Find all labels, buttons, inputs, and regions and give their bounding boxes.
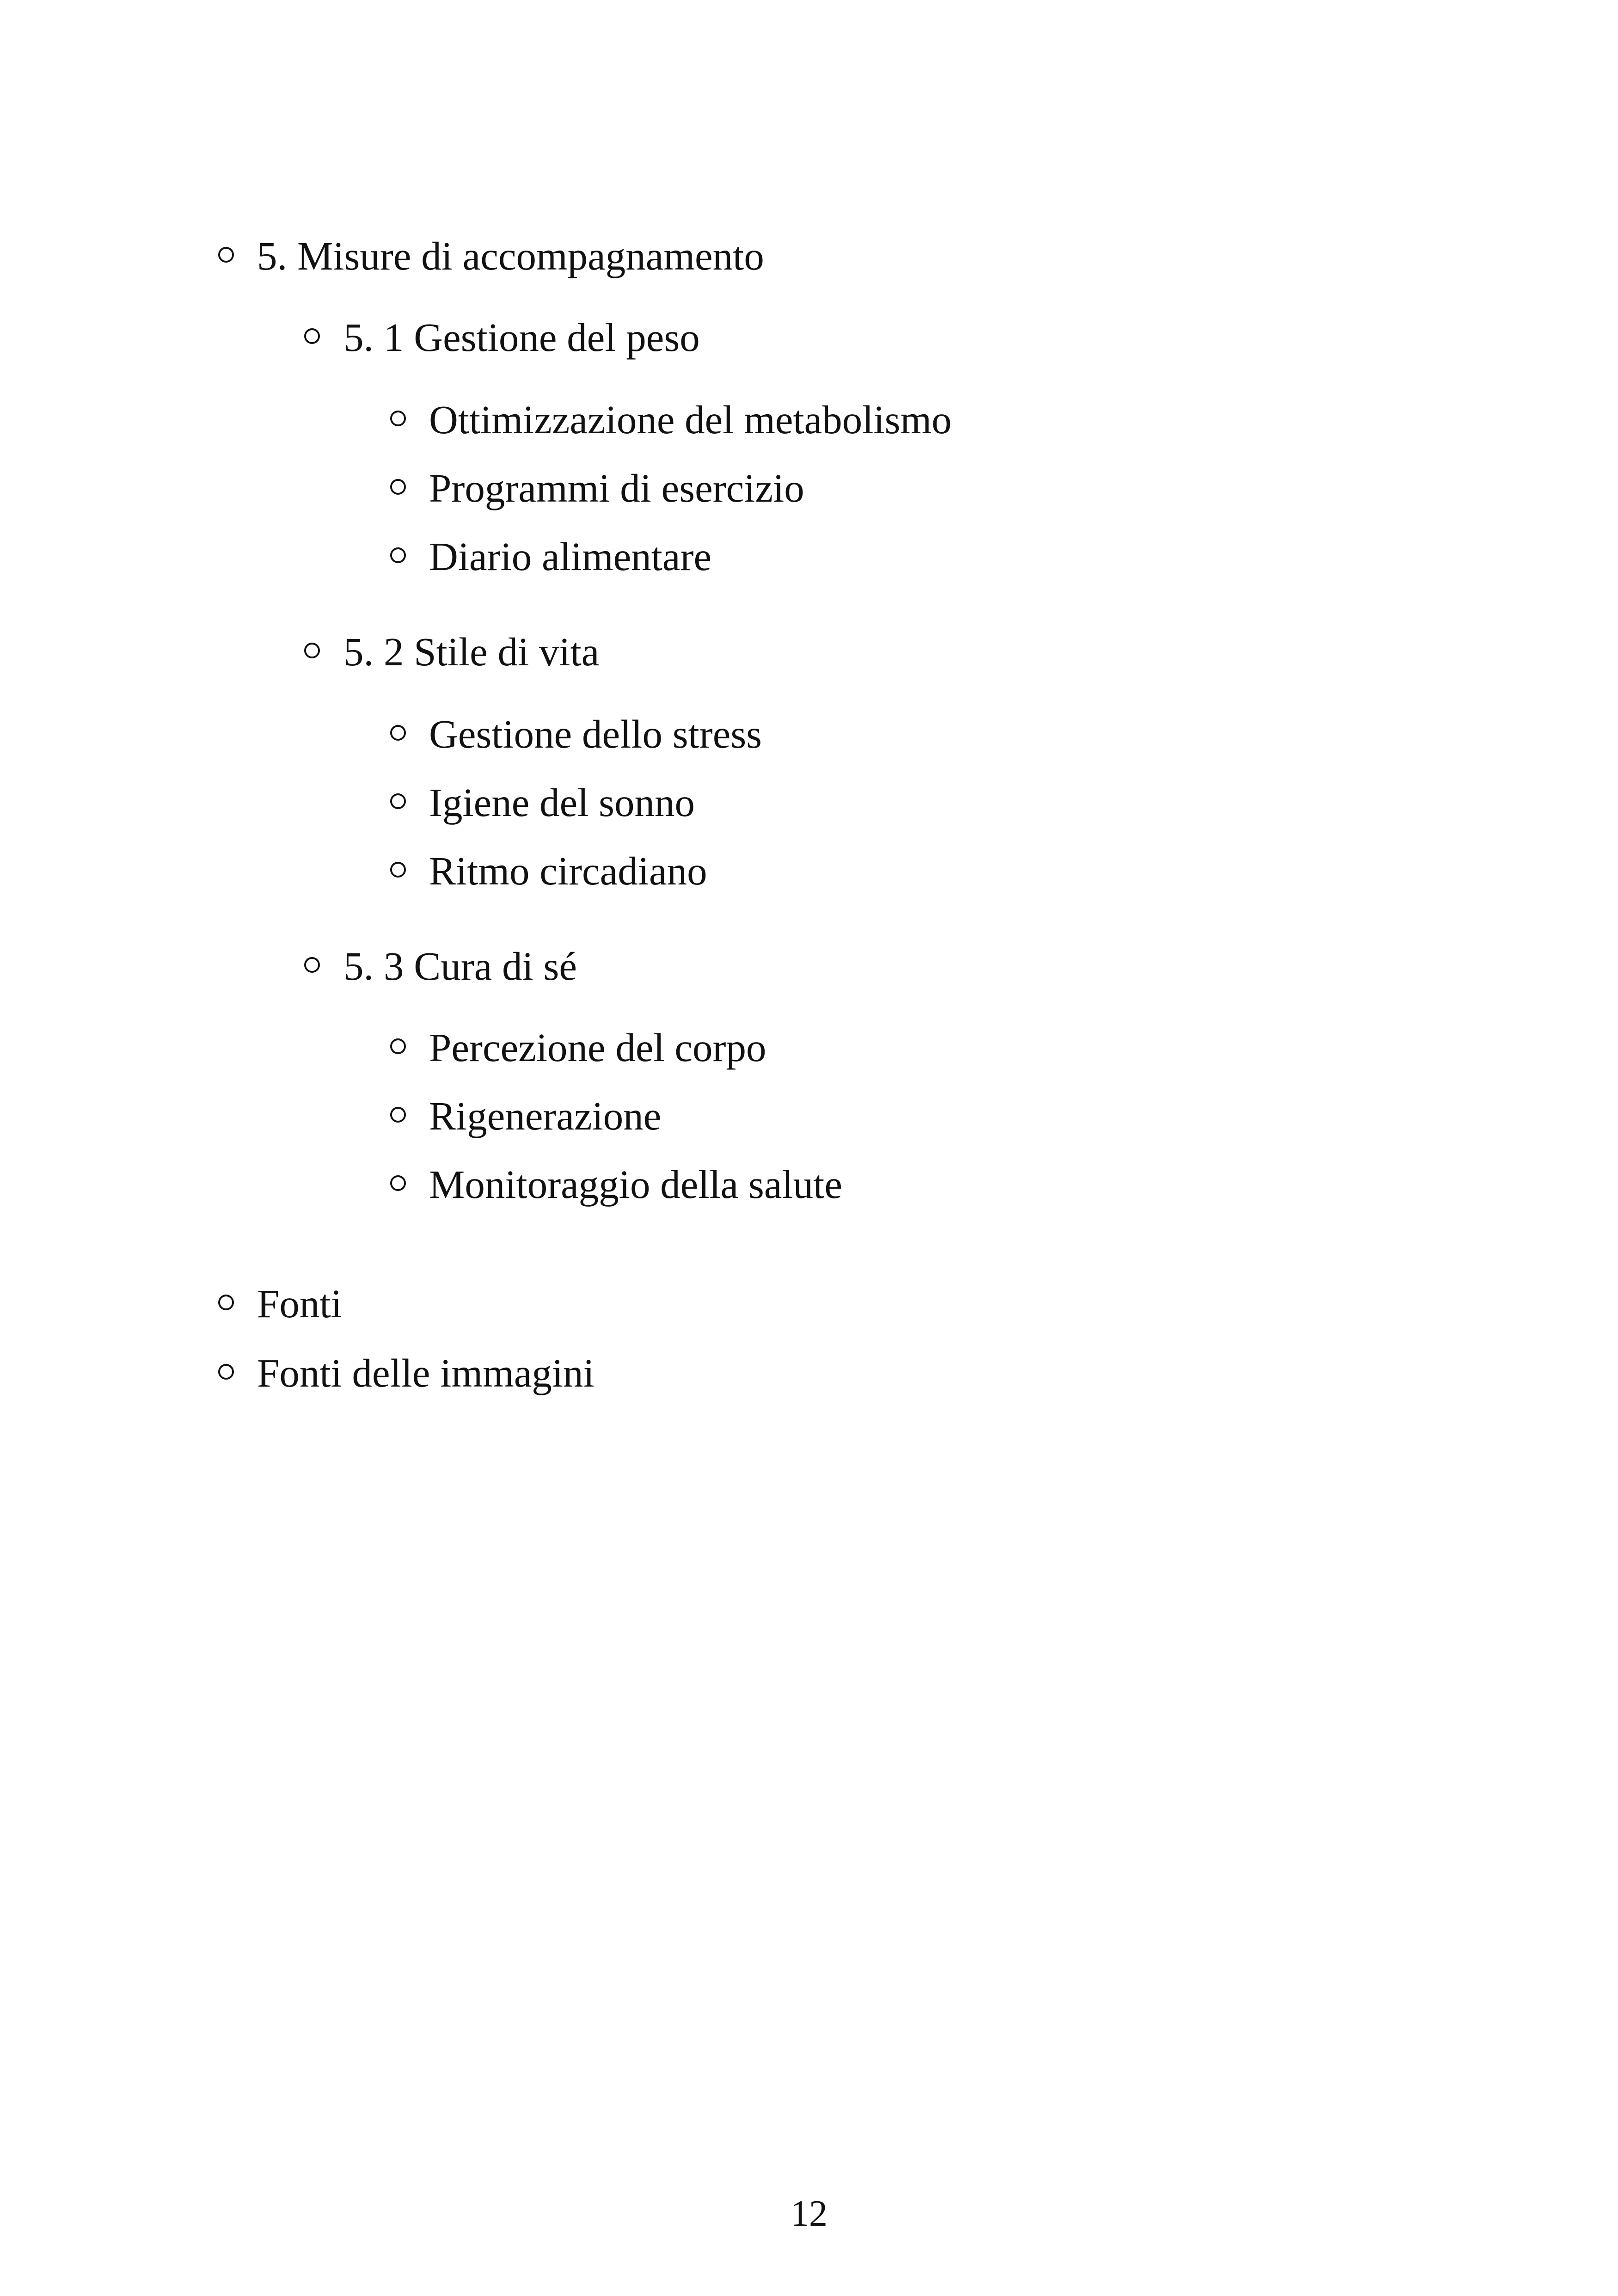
bullet-icon: [390, 547, 406, 563]
toc-entry-item[interactable]: Programmi di esercizio: [429, 466, 804, 510]
bullet-icon: [390, 793, 406, 809]
toc-entry-item[interactable]: Percezione del corpo: [429, 1025, 766, 1070]
toc-entry-item[interactable]: Igiene del sonno: [429, 780, 695, 825]
toc-entry-item[interactable]: Ottimizzazione del metabolismo: [429, 397, 952, 442]
bullet-icon: [304, 643, 320, 658]
bullet-icon: [390, 1107, 406, 1123]
bullet-icon: [218, 247, 234, 263]
bullet-icon: [304, 328, 320, 344]
bullet-icon: [304, 957, 320, 973]
toc-entry-item[interactable]: Diario alimentare: [429, 534, 712, 579]
bullet-icon: [390, 725, 406, 741]
bullet-icon: [390, 411, 406, 426]
bullet-icon: [390, 1175, 406, 1191]
toc-entry-item[interactable]: Monitoraggio della salute: [429, 1162, 842, 1207]
page-number: 12: [791, 2193, 827, 2234]
toc-entry-item[interactable]: Ritmo circadiano: [429, 848, 707, 893]
toc-entry-section-5[interactable]: 5. Misure di accompagnamento: [257, 233, 764, 278]
bullet-icon: [390, 1038, 406, 1054]
toc-entry-item[interactable]: Gestione dello stress: [429, 712, 762, 756]
toc-entry-section-5-1[interactable]: 5. 1 Gestione del peso: [343, 315, 700, 360]
bullet-icon: [218, 1364, 234, 1380]
bullet-icon: [390, 862, 406, 878]
bullet-icon: [218, 1295, 234, 1310]
toc-entry-section-5-2[interactable]: 5. 2 Stile di vita: [343, 629, 600, 674]
bullet-icon: [390, 479, 406, 495]
toc-entry-fonti-immagini[interactable]: Fonti delle immagini: [257, 1351, 594, 1395]
toc-entry-section-5-3[interactable]: 5. 3 Cura di sé: [343, 944, 577, 988]
toc-entry-item[interactable]: Rigenerazione: [429, 1093, 662, 1138]
toc-entry-fonti[interactable]: Fonti: [257, 1281, 342, 1326]
